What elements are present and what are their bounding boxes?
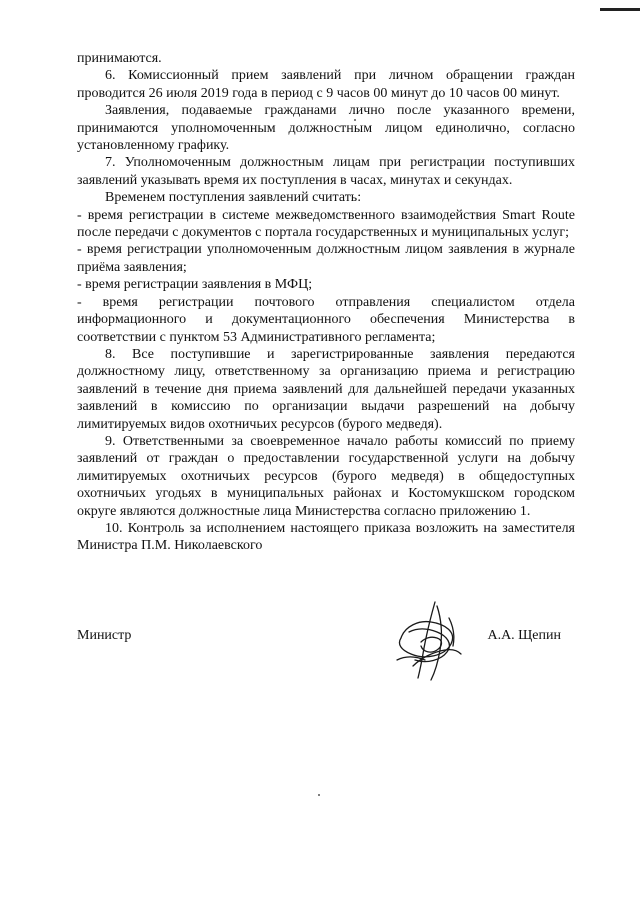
signature-block — [77, 620, 575, 680]
list-item: - время регистрации почтового отправления специалистом отдела информационного и документационного обеспечения Министерства в соответствии с пунктом 53 Административного регламента; — [77, 294, 575, 345]
list-item: - время регистрации в системе межведомственного взаимодействия Smart Route после передачи с документов с портала государственных и муниципальных услуг; — [77, 207, 575, 241]
paragraph-9: 9. Ответственными за своевременное начало работы комиссий по приему заявлений от граждан о предоставлении государственной услуги на добычу лимитируемых охотничьих ресурсов (бурого медведя) в общедоступных охотничьих угодьях в муниципальных районах и Костомукшском городском округе являются должностные лица Министерства согласно приложению 1. — [77, 433, 575, 519]
paragraph-continued: принимаются. — [77, 51, 162, 66]
signatory-name: А.А. Щепин — [487, 628, 561, 643]
paragraph-7-intro: Временем поступления заявлений считать: — [105, 190, 362, 206]
document-body — [77, 50, 575, 555]
list-item: - время регистрации уполномоченным должностным лицом заявления в журнале приёма заявления; — [77, 242, 575, 275]
paragraph-10: 10. Контроль за исполнением настоящего приказа возложить на заместителя Министра П.М. Николаевского — [77, 520, 575, 554]
signatory-role: Министр — [77, 628, 132, 643]
paragraph-8: 8. Все поступившие и зарегистрированные заявления передаются должностному лицу, ответственному за организацию приема и регистрацию заявлений в течение дня приема заявлений для дальнейшей передачи указанных заявлений в комиссию по организации выдачи разрешений на добычу лимитируемых видов охотничьих ресурсов (бурого медведя). — [77, 346, 575, 432]
stray-mark — [318, 794, 320, 796]
handwritten-signature — [391, 598, 471, 682]
paragraph-6-note: Заявления, подаваемые гражданами лично после указанного времени, принимаются уполномоченным должностным лицом единолично, согласно установленному графику. — [77, 103, 575, 154]
paragraph-7: 7. Уполномоченным должностным лицам при регистрации поступивших заявлений указывать время их поступления в часах, минутах и секундах. — [77, 155, 575, 188]
list-item: - время регистрации заявления в МФЦ; — [77, 277, 313, 293]
corner-mark — [600, 8, 640, 11]
paragraph-6: 6. Комиссионный прием заявлений при личном обращении граждан проводится 26 июля 2019 года в период с 9 часов 00 минут до 10 часов 00 минут. — [77, 68, 575, 101]
